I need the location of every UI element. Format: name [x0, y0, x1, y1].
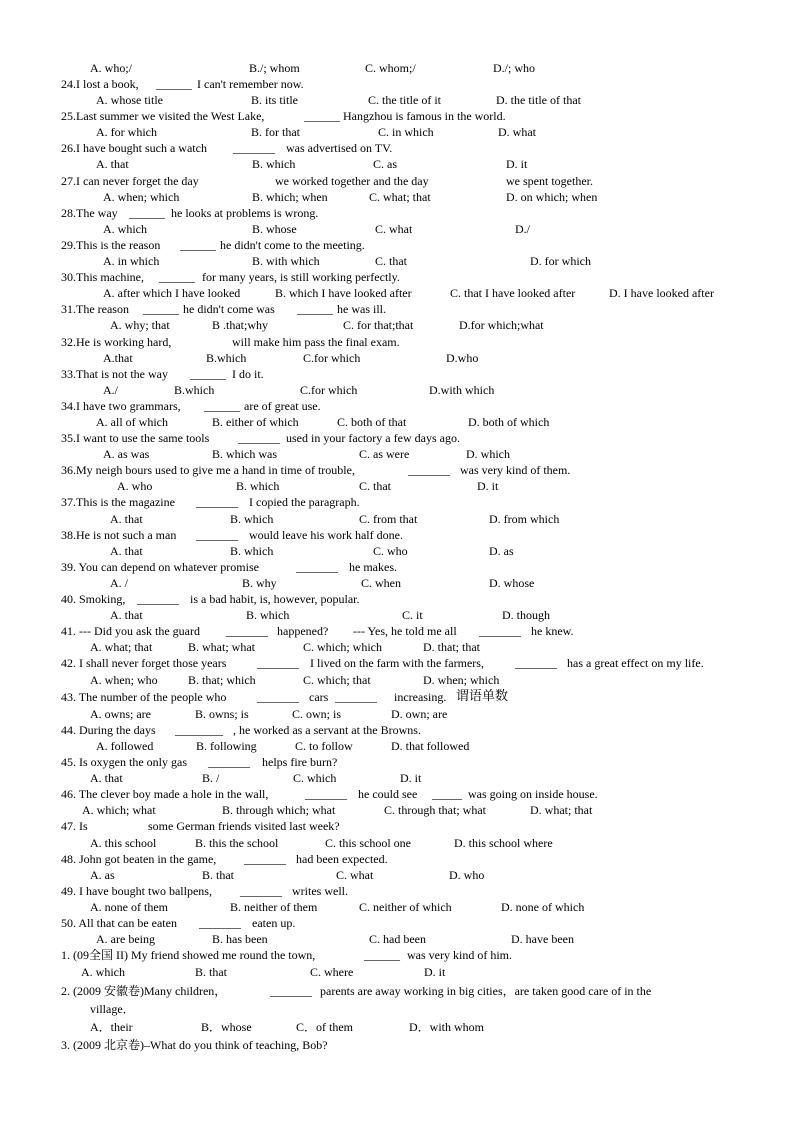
question-text: 33.That is not the way	[61, 367, 168, 381]
answer-blank: _______	[257, 656, 299, 670]
answer-option: D. both of which	[468, 415, 550, 429]
question-text: 48. John got beaten in the game,	[61, 852, 217, 866]
answer-option: A. after which I have looked	[103, 286, 241, 300]
answer-option: B. which I have looked after	[275, 286, 412, 300]
text-run: he was ill.	[337, 302, 386, 316]
text-run: are of great use.	[244, 399, 321, 413]
answer-option: D. from which	[489, 512, 560, 526]
answer-option: B. for that	[251, 125, 300, 139]
answer-option: C. to follow	[295, 739, 353, 753]
question-text: 31.The reason	[61, 302, 129, 316]
text-run: had been expected.	[296, 852, 388, 866]
answer-option: B. /	[202, 771, 220, 785]
answer-option: D. as	[489, 544, 514, 558]
text-run: he makes.	[349, 560, 397, 574]
answer-option: C. when	[361, 576, 401, 590]
answer-option: B. which was	[212, 447, 277, 461]
answer-option: B. why	[242, 576, 277, 590]
answer-option: A. what; that	[90, 640, 153, 654]
answer-option: A. whose title	[96, 93, 163, 107]
answer-option: C．of them	[296, 1020, 353, 1034]
answer-option: A. none of them	[90, 900, 168, 914]
answer-option: C. where	[310, 965, 354, 979]
answer-option: D. this school where	[454, 836, 553, 850]
text-run: we spent together.	[506, 174, 593, 188]
answer-blank: _____	[432, 787, 462, 801]
answer-blank: _______	[257, 690, 299, 704]
answer-blank: ______	[364, 948, 400, 962]
answer-option: B. whose	[252, 222, 297, 236]
text-run: used in your factory a few days ago.	[286, 431, 460, 445]
text-run: writes well.	[292, 884, 348, 898]
text-run: village．	[90, 1002, 135, 1016]
answer-option: A. are being	[96, 932, 155, 946]
answer-option: C. that	[359, 479, 391, 493]
answer-option: B. with which	[252, 254, 320, 268]
question-text: 45. Is oxygen the only gas	[61, 755, 187, 769]
answer-option: A.that	[103, 351, 133, 365]
answer-blank: _______	[226, 624, 268, 638]
answer-option: D./	[515, 222, 530, 236]
text-run: we worked together and the day	[275, 174, 429, 188]
answer-blank: _______	[270, 984, 312, 998]
answer-option: A. who	[117, 479, 153, 493]
answer-option: B.which	[174, 383, 215, 397]
answer-option: A. which; what	[82, 803, 156, 817]
text-run: 谓语单数	[456, 688, 509, 703]
question-text: 39. You can depend on whatever promise	[61, 560, 259, 574]
question-text: 34.I have two grammars,	[61, 399, 181, 413]
text-run: he knew.	[531, 624, 574, 638]
answer-option: D. that followed	[391, 739, 470, 753]
answer-option: B. either of which	[212, 415, 299, 429]
answer-option: D./; who	[493, 61, 535, 75]
answer-option: D. which	[466, 447, 510, 461]
answer-option: D. on which; when	[506, 190, 598, 204]
answer-option: B. which	[230, 512, 274, 526]
text-run: I lived on the farm with the farmers,	[310, 656, 484, 670]
answer-blank: _______	[408, 463, 450, 477]
text-run: , he worked as a servant at the Browns.	[233, 723, 421, 737]
answer-option: D. it	[506, 157, 528, 171]
answer-option: A. owns; are	[90, 707, 151, 721]
answer-blank: _______	[137, 592, 179, 606]
answer-option: A./	[103, 383, 118, 397]
answer-option: A. that	[96, 157, 129, 171]
question-text: 1. (09全国 II) My friend showed me round the town,	[61, 948, 316, 962]
answer-option: D. for which	[530, 254, 591, 268]
answer-option: C. this school one	[325, 836, 411, 850]
answer-option: C. from that	[359, 512, 418, 526]
answer-blank: _______	[515, 656, 557, 670]
answer-option: C. for that;that	[343, 318, 414, 332]
answer-blank: _______	[305, 787, 347, 801]
answer-option: D.with which	[429, 383, 495, 397]
answer-option: A. followed	[96, 739, 154, 753]
question-text: 37.This is the magazine	[61, 495, 175, 509]
answer-blank: ______	[180, 238, 216, 252]
text-run: cars	[309, 690, 329, 704]
answer-blank: ______	[159, 270, 195, 284]
question-text: 2. (2009 安徽卷)Many children，	[61, 984, 227, 998]
answer-option: C. own; is	[292, 707, 342, 721]
answer-option: A. that	[110, 544, 143, 558]
answer-option: D. whose	[489, 576, 535, 590]
text-run: B .that;why	[212, 318, 268, 332]
answer-option: B. this the school	[195, 836, 279, 850]
answer-blank: ________	[175, 723, 223, 737]
answer-blank: _______	[208, 755, 250, 769]
answer-blank: ______	[129, 206, 165, 220]
text-run: increasing.	[394, 690, 447, 704]
answer-option: B. which	[252, 157, 296, 171]
text-run: has a great effect on my life.	[567, 656, 704, 670]
answer-blank: ______	[143, 302, 179, 316]
answer-option: A. that	[90, 771, 123, 785]
answer-blank: ______	[297, 302, 333, 316]
text-run: I can't remember now.	[197, 77, 304, 91]
question-text: 44. During the days	[61, 723, 156, 737]
answer-option: D. it	[400, 771, 422, 785]
answer-option: D．with whom	[409, 1020, 485, 1034]
answer-option: D. though	[502, 608, 550, 622]
answer-blank: _______	[196, 528, 238, 542]
question-text: 47. Is	[61, 819, 88, 833]
answer-option: C. through that; what	[384, 803, 486, 817]
answer-option: C. that	[375, 254, 407, 268]
answer-option: A. for which	[96, 125, 157, 139]
answer-option: D. what; that	[530, 803, 593, 817]
answer-option: D. own; are	[391, 707, 448, 721]
answer-blank: ______	[190, 367, 226, 381]
text-run: was very kind of him.	[407, 948, 512, 962]
text-run: I copied the paragraph.	[249, 495, 360, 509]
text-run: helps fire burn?	[262, 755, 338, 769]
question-text: 49. I have bought two ballpens,	[61, 884, 212, 898]
answer-option: C. had been	[369, 932, 426, 946]
answer-option: B./; whom	[249, 61, 300, 75]
text-run: he could see	[358, 787, 418, 801]
question-text: 25.Last summer we visited the West Lake,	[61, 109, 265, 123]
answer-blank: _______	[238, 431, 280, 445]
question-text: 36.My neigh bours used to give me a hand in time of trouble,	[61, 463, 355, 477]
answer-option: D. none of which	[501, 900, 585, 914]
answer-option: D. the title of that	[496, 93, 581, 107]
answer-option: D. I have looked after	[609, 286, 714, 300]
answer-option: A. why; that	[110, 318, 170, 332]
answer-option: D. what	[498, 125, 536, 139]
answer-option: C. what	[375, 222, 413, 236]
question-text: 27.I can never forget the day	[61, 174, 199, 188]
answer-option: D.who	[446, 351, 479, 365]
answer-option: C. both of that	[337, 415, 407, 429]
answer-option: C. who	[373, 544, 408, 558]
answer-option: B. that	[195, 965, 227, 979]
answer-option: A. this school	[90, 836, 157, 850]
question-text: 46. The clever boy made a hole in the wall,	[61, 787, 269, 801]
answer-option: B. owns; is	[195, 707, 249, 721]
answer-option: B. has been	[212, 932, 268, 946]
answer-option: D. it	[424, 965, 446, 979]
answer-option: D. when; which	[423, 673, 500, 687]
question-text: 28.The way	[61, 206, 118, 220]
answer-option: B. neither of them	[230, 900, 318, 914]
answer-option: B. its title	[251, 93, 299, 107]
answer-option: C. as	[373, 157, 397, 171]
answer-blank: _______	[196, 495, 238, 509]
question-text: 32.He is working hard,	[61, 335, 172, 349]
answer-option: D. that; that	[423, 640, 480, 654]
answer-option: C.for which	[300, 383, 358, 397]
text-run: was going on inside house.	[468, 787, 598, 801]
answer-blank: ______	[304, 109, 340, 123]
answer-option: A. which	[103, 222, 147, 236]
answer-option: A. when; who	[90, 673, 158, 687]
question-text: 35.I want to use the same tools	[61, 431, 210, 445]
question-text: 26.I have bought such a watch	[61, 141, 207, 155]
question-text: 40. Smoking,	[61, 592, 126, 606]
question-text: 24.I lost a book,	[61, 77, 139, 91]
answer-option: C. which	[293, 771, 337, 785]
answer-option: C. it	[402, 608, 423, 622]
question-text: 29.This is the reason	[61, 238, 161, 252]
answer-option: C. which; which	[303, 640, 382, 654]
answer-option: C. neither of which	[359, 900, 452, 914]
text-run: parents are away working in big cities，are taken good care of in the	[320, 984, 652, 998]
answer-option: C. the title of it	[368, 93, 441, 107]
text-run: eaten up.	[252, 916, 296, 930]
answer-option: C. what; that	[369, 190, 431, 204]
answer-blank: ______	[156, 77, 192, 91]
answer-option: B.which	[206, 351, 247, 365]
question-text: 38.He is not such a man	[61, 528, 177, 542]
answer-option: C. whom;/	[365, 61, 416, 75]
answer-option: A. when; which	[103, 190, 180, 204]
answer-option: B. that; which	[188, 673, 256, 687]
text-run: was very kind of them.	[460, 463, 571, 477]
text-run: was advertised on TV.	[286, 141, 393, 155]
answer-option: D. it	[477, 479, 499, 493]
answer-blank: _______	[240, 884, 282, 898]
question-text: 41. --- Did you ask the guard	[61, 624, 200, 638]
text-run: Hangzhou is famous in the world.	[343, 109, 506, 123]
text-run: is a bad habit, is, however, popular.	[190, 592, 360, 606]
answer-option: A. in which	[103, 254, 160, 268]
answer-option: B. which	[246, 608, 290, 622]
text-run: --- Yes, he told me all	[353, 624, 457, 638]
answer-option: A. all of which	[96, 415, 168, 429]
answer-option: C. in which	[378, 125, 434, 139]
answer-blank: _______	[244, 852, 286, 866]
answer-blank: _______	[296, 560, 338, 574]
answer-option: C. what	[336, 868, 374, 882]
answer-option: A. as was	[103, 447, 150, 461]
text-run: some German friends visited last week?	[148, 819, 340, 833]
answer-option: B. through which; what	[222, 803, 336, 817]
text-run: he didn't come to the meeting.	[220, 238, 365, 252]
answer-option: D. who	[449, 868, 485, 882]
question-text: 42. I shall never forget those years	[61, 656, 227, 670]
text-run: will make him pass the final exam.	[232, 335, 400, 349]
answer-option: C. as were	[359, 447, 410, 461]
answer-blank: _______	[335, 690, 377, 704]
answer-option: B. which	[236, 479, 280, 493]
answer-option: A．their	[90, 1020, 133, 1034]
answer-option: C. which; that	[303, 673, 371, 687]
answer-option: C.for which	[303, 351, 361, 365]
answer-option: B. what; what	[188, 640, 255, 654]
question-text: 50. All that can be eaten	[61, 916, 177, 930]
answer-option: B. that	[202, 868, 234, 882]
answer-blank: _______	[233, 141, 275, 155]
answer-option: A. /	[110, 576, 128, 590]
text-run: he looks at problems is wrong.	[171, 206, 319, 220]
answer-option: D. have been	[511, 932, 574, 946]
question-text: 3. (2009 北京卷)–What do you think of teaching, Bob?	[61, 1038, 328, 1052]
answer-blank: _______	[199, 916, 241, 930]
answer-option: A. that	[110, 608, 143, 622]
answer-option: B. which	[230, 544, 274, 558]
answer-option: C. that I have looked after	[450, 286, 576, 300]
answer-option: B．whose	[201, 1020, 252, 1034]
answer-option: B. which; when	[252, 190, 328, 204]
text-run: happened?	[277, 624, 329, 638]
answer-option: A. that	[110, 512, 143, 526]
answer-option: D.for which;what	[459, 318, 544, 332]
answer-option: A. who;/	[90, 61, 132, 75]
answer-option: A. as	[90, 868, 115, 882]
question-text: 43. The number of the people who	[61, 690, 227, 704]
question-text: 30.This machine,	[61, 270, 144, 284]
text-run: would leave his work half done.	[249, 528, 403, 542]
text-run: I do it.	[232, 367, 264, 381]
answer-blank: _______	[479, 624, 521, 638]
answer-blank: ______	[204, 399, 240, 413]
text-run: for many years, is still working perfectly.	[202, 270, 400, 284]
answer-option: A. which	[81, 965, 125, 979]
text-run: he didn't come was	[183, 302, 275, 316]
answer-option: B. following	[196, 739, 257, 753]
